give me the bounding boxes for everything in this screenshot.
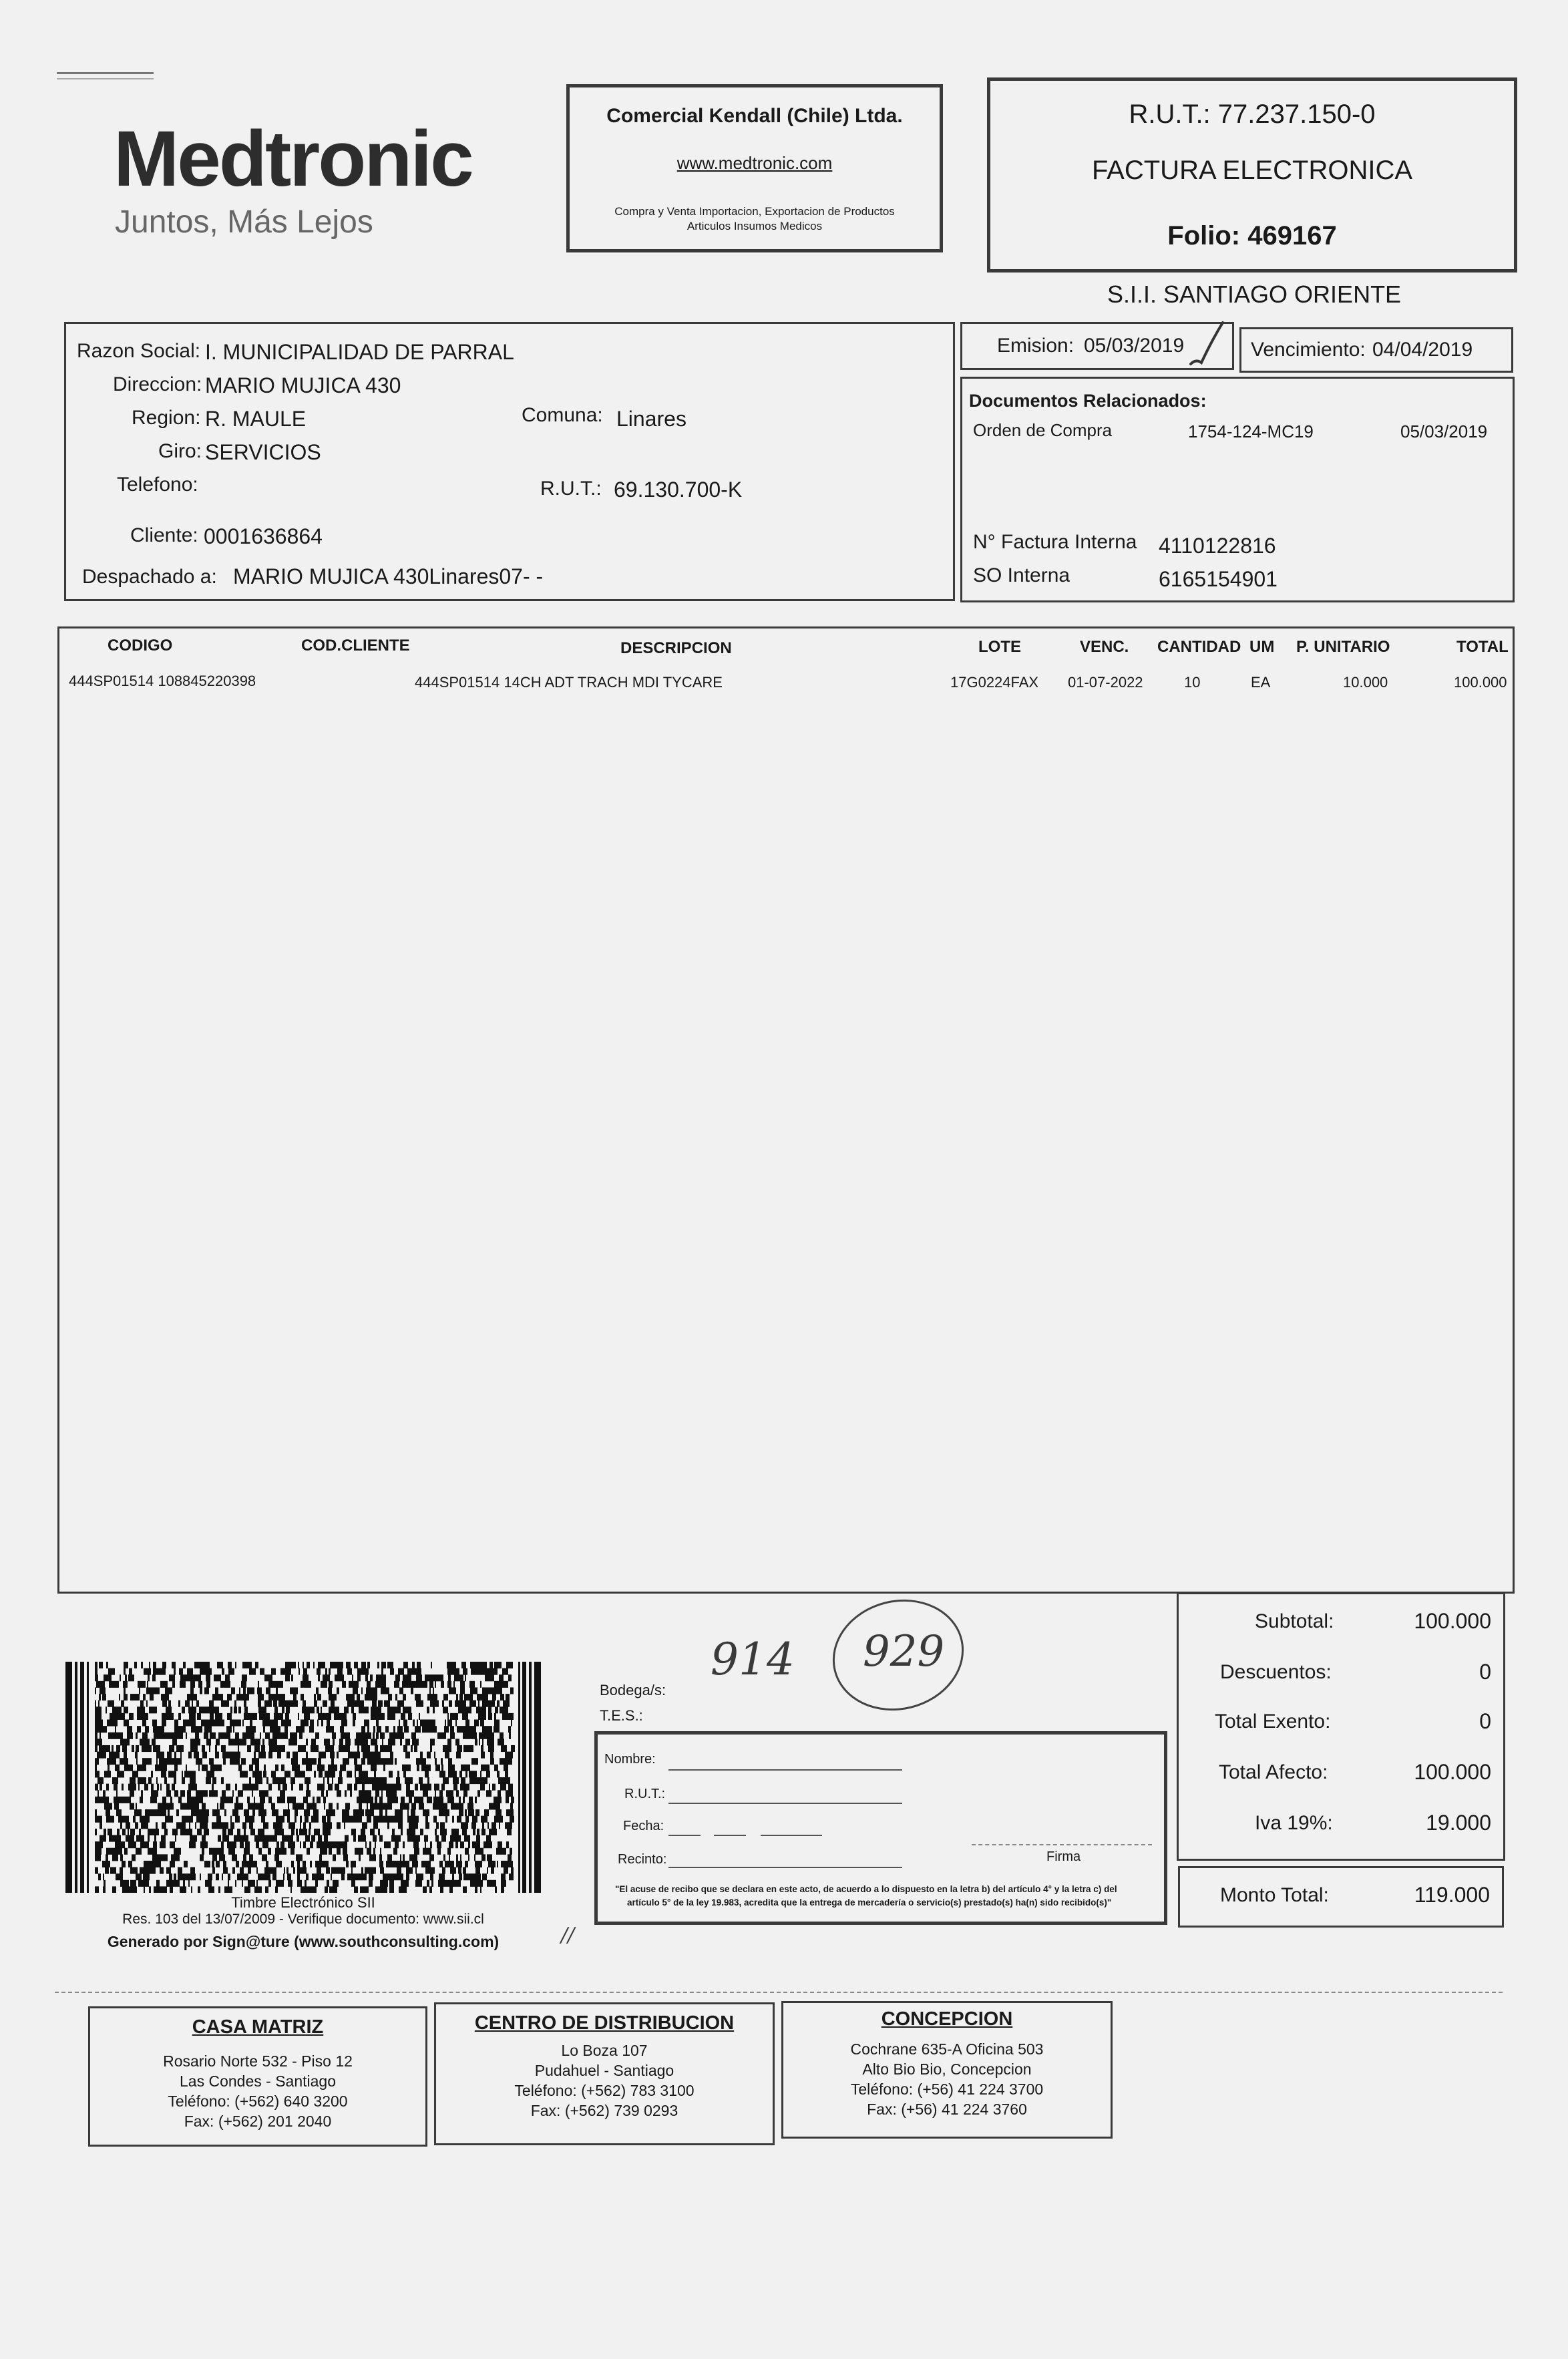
fecha-label: Fecha: [623, 1819, 664, 1833]
related-docs-box [960, 377, 1515, 602]
descuentos-label: Descuentos: [1220, 1661, 1332, 1683]
check-mark-icon [1187, 320, 1227, 373]
despachado-label: Despachado a: [82, 566, 217, 588]
customer-box [64, 322, 955, 601]
company-url[interactable]: www.medtronic.com [676, 153, 833, 173]
nombre-label: Nombre: [604, 1752, 656, 1767]
descuentos-value: 0 [1479, 1660, 1491, 1684]
monto-total-value: 119.000 [1414, 1883, 1490, 1907]
totals-box [1177, 1592, 1505, 1861]
related-doc-type: Orden de Compra [973, 420, 1113, 440]
factura-interna-label: N° Factura Interna [973, 531, 1137, 553]
so-interna-label: SO Interna [973, 564, 1070, 586]
bodega-label: Bodega/s: [600, 1682, 666, 1698]
exento-value: 0 [1479, 1709, 1491, 1733]
handwritten-number-1: 914 [711, 1634, 795, 1685]
related-docs-title: Documentos Relacionados: [969, 391, 1207, 411]
cell-cantidad: 10 [1184, 674, 1201, 691]
firma-label: Firma [1046, 1849, 1081, 1864]
so-interna-value: 6165154901 [1159, 567, 1278, 591]
direccion-value: MARIO MUJICA 430 [205, 373, 401, 397]
monto-total-box [1178, 1866, 1504, 1928]
iva-label: Iva 19%: [1255, 1812, 1333, 1834]
office-phone: Teléfono: (+562) 783 3100 [514, 2082, 695, 2099]
nombre-line [668, 1769, 902, 1771]
vencimiento-value: 04/04/2019 [1372, 339, 1473, 361]
recinto-label: Recinto: [618, 1852, 667, 1867]
issuer-rut: R.U.T.: 77.237.150-0 [1129, 100, 1376, 129]
timbre-barcode [65, 1662, 541, 1893]
col-header-codigo: CODIGO [108, 637, 173, 655]
company-activity-2: Articulos Insumos Medicos [687, 220, 823, 232]
region-label: Region: [132, 407, 201, 429]
fecha-line-1 [668, 1835, 701, 1836]
emision-box [960, 322, 1234, 370]
region-value: R. MAULE [205, 407, 307, 431]
direccion-label: Direccion: [113, 373, 202, 395]
office-line: Pudahuel - Santiago [534, 2062, 674, 2079]
related-doc-number: 1754-124-MC19 [1188, 421, 1314, 441]
cell-um: EA [1251, 674, 1271, 691]
items-table [57, 626, 1515, 1594]
office-title: CENTRO DE DISTRIBUCION [474, 2012, 735, 2034]
office-line: Cochrane 635-A Oficina 503 [850, 2040, 1044, 2058]
office-phone: Teléfono: (+56) 41 224 3700 [850, 2080, 1044, 2098]
col-header-venc: VENC. [1080, 638, 1129, 656]
cell-codigo: 444SP01514 108845220398 [69, 673, 256, 689]
legal-text-1: "El acuse de recibo que se declara en este acto, de acuerdo a lo dispuesto en la letra b) del artículo 4° y la letra c) del [615, 1884, 1117, 1894]
subtotal-label: Subtotal: [1255, 1610, 1334, 1632]
col-header-p-unitario: P. UNITARIO [1296, 638, 1390, 656]
rut-line [668, 1803, 902, 1804]
factura-interna-value: 4110122816 [1159, 534, 1276, 558]
col-header-descripcion: DESCRIPCION [620, 639, 732, 657]
cliente-label: Cliente: [130, 524, 198, 546]
timbre-resolution: Res. 103 del 13/07/2009 - Verifique documento: www.sii.cl [122, 1912, 484, 1927]
acuse-recibo-box [594, 1731, 1167, 1925]
col-header-cod-cliente: COD.CLIENTE [301, 637, 410, 655]
staple-mark [57, 72, 154, 79]
despachado-value: MARIO MUJICA 430Linares07- - [233, 564, 544, 588]
footer-divider [55, 1992, 1503, 1993]
office-title: CASA MATRIZ [192, 2016, 324, 2038]
fecha-line-3 [761, 1835, 822, 1836]
emision-value: 05/03/2019 [1084, 335, 1185, 357]
fecha-line-2 [714, 1835, 746, 1836]
company-info-box [566, 84, 943, 252]
vencimiento-label: Vencimiento: [1251, 339, 1366, 361]
col-header-um: UM [1249, 638, 1275, 656]
afecto-label: Total Afecto: [1219, 1761, 1328, 1783]
cell-descripcion: 444SP01514 14CH ADT TRACH MDI TYCARE [415, 674, 723, 691]
firma-line [972, 1844, 1152, 1845]
afecto-value: 100.000 [1414, 1760, 1491, 1784]
sii-office: S.I.I. SANTIAGO ORIENTE [1107, 281, 1402, 308]
tes-label: T.E.S.: [600, 1707, 643, 1724]
office-phone: Teléfono: (+562) 640 3200 [168, 2093, 348, 2110]
office-line: Alto Bio Bio, Concepcion [862, 2060, 1032, 2078]
col-header-cantidad: CANTIDAD [1157, 638, 1241, 656]
office-fax: Fax: (+562) 739 0293 [530, 2102, 678, 2119]
legal-text-2: artículo 5° de la ley 19.983, acredita que la entrega de mercadería o servicio(s) prestado(s) ha(n) sido recibido(s)" [627, 1897, 1112, 1908]
folio-number: Folio: 469167 [1167, 221, 1337, 250]
office-concepcion [781, 2001, 1113, 2139]
giro-label: Giro: [158, 440, 202, 462]
office-line: Las Condes - Santiago [180, 2072, 336, 2090]
customer-rut-value: 69.130.700-K [614, 478, 743, 502]
cliente-value: 0001636864 [204, 524, 323, 548]
recinto-line [668, 1867, 902, 1868]
cell-lote: 17G0224FAX [950, 674, 1039, 691]
handwritten-mark: // [561, 1924, 575, 1947]
comuna-label: Comuna: [522, 404, 603, 426]
razon-social-label: Razon Social: [77, 340, 201, 362]
vencimiento-box [1239, 327, 1513, 373]
comuna-value: Linares [616, 407, 687, 431]
office-line: Rosario Norte 532 - Piso 12 [163, 2052, 353, 2070]
iva-value: 19.000 [1426, 1811, 1491, 1835]
cell-p-unitario: 10.000 [1343, 674, 1388, 691]
customer-rut-label: R.U.T.: [540, 478, 602, 500]
logo-tagline: Juntos, Más Lejos [115, 204, 373, 240]
office-centro-distribucion [434, 2002, 775, 2145]
monto-total-label: Monto Total: [1220, 1884, 1329, 1906]
document-type: FACTURA ELECTRONICA [1091, 156, 1413, 185]
reception-rut-label: R.U.T.: [624, 1787, 666, 1801]
office-casa-matriz [88, 2006, 427, 2147]
col-header-lote: LOTE [978, 638, 1021, 656]
timbre-caption: Timbre Electrónico SII [231, 1894, 375, 1911]
col-header-total: TOTAL [1456, 638, 1509, 656]
company-activity-1: Compra y Venta Importacion, Exportacion de Productos [614, 205, 895, 218]
office-fax: Fax: (+562) 201 2040 [184, 2113, 332, 2130]
office-fax: Fax: (+56) 41 224 3760 [867, 2101, 1027, 2118]
cell-venc: 01-07-2022 [1068, 674, 1143, 691]
rut-folio-box [987, 77, 1517, 273]
office-title: CONCEPCION [881, 2008, 1013, 2030]
cell-total: 100.000 [1454, 674, 1507, 691]
exento-label: Total Exento: [1215, 1710, 1331, 1733]
telefono-label: Telefono: [117, 474, 198, 496]
giro-value: SERVICIOS [205, 440, 321, 464]
table-row [59, 669, 1513, 695]
emision-label: Emision: [997, 335, 1074, 357]
timbre-generated-by: Generado por Sign@ture (www.southconsulting.com) [107, 1933, 500, 1950]
subtotal-value: 100.000 [1414, 1609, 1491, 1633]
razon-social-value: I. MUNICIPALIDAD DE PARRAL [205, 340, 514, 364]
handwritten-number-2: 929 [863, 1627, 945, 1676]
office-line: Lo Boza 107 [561, 2042, 648, 2059]
company-name: Comercial Kendall (Chile) Ltda. [606, 105, 903, 127]
related-doc-date: 05/03/2019 [1400, 421, 1488, 441]
medtronic-logo: Medtronic [114, 115, 472, 203]
